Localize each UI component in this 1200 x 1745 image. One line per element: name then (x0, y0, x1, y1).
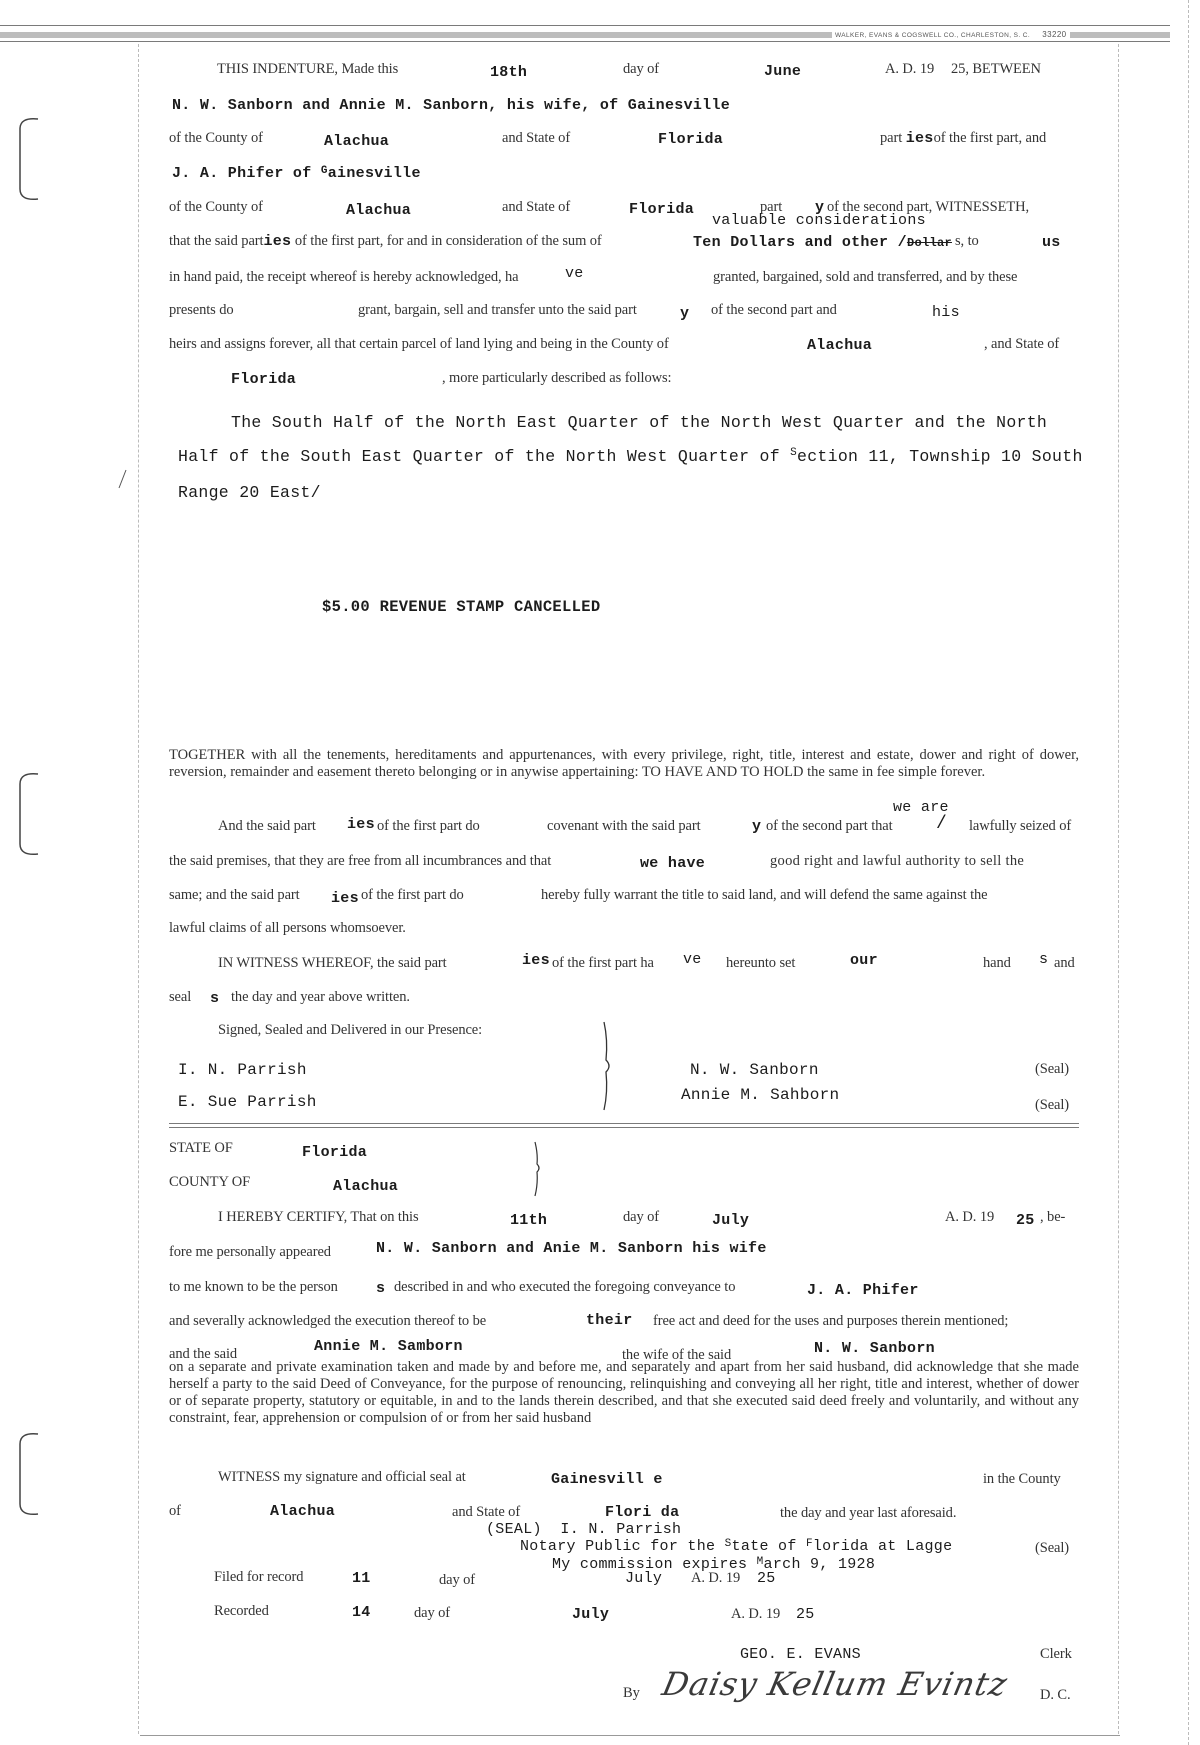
indenture-month: June (764, 63, 802, 80)
grantor-signature-1: N. W. Sanborn (690, 1061, 819, 1079)
notary-title-c: lorida at Lagge (812, 1538, 953, 1555)
last-aforesaid-label: the day and year last aforesaid. (780, 1505, 957, 1521)
ack-be: , be- (1040, 1209, 1066, 1225)
county-of-label-1: of the County of (169, 130, 263, 146)
ack-day: 11th (510, 1212, 548, 1229)
state-of-label-2: and State of (502, 199, 571, 215)
in-county-label: in the County (983, 1471, 1061, 1487)
covenant-line-1d: of the second part that (766, 818, 893, 834)
grantee-state: Florida (629, 201, 695, 218)
sum-value: Ten Dollars and other / (693, 234, 907, 251)
appeared-label: fore me personally appeared (169, 1244, 331, 1260)
grantor-signature-2: Annie M. Sahborn (681, 1086, 840, 1104)
binding-hole-1 (12, 115, 42, 205)
examination-clause: on a separate and private examination taken and made by and before me, and separately and apart from her said husband, did acknowledge that she made herself a party to the said Deed of Conveyance, for the purpose of renouncing, relinquishing and conveying all her right, title and interest, whether of dower or of separate property, statutory or equitable, in and to the lands therein described, and that she executed said deed freely and voluntarily, and without any constraint, fear, apprehension or compulsion of or from her said husband (169, 1359, 1079, 1426)
grantor-state: Florida (658, 131, 724, 148)
recorded-year: 25 (796, 1606, 815, 1623)
legal-line-2-s: S (790, 447, 798, 459)
indenture-day: 18th (490, 64, 528, 81)
filed-month: July (625, 1570, 663, 1587)
county-of-label: COUNTY OF (169, 1174, 251, 1190)
section-divider-2 (169, 1127, 1079, 1128)
recorded-label: Recorded (214, 1603, 269, 1619)
covenant-line-3a: same; and the said part (169, 887, 300, 903)
margin-line-right (1118, 44, 1119, 1734)
heirs-text: heirs and assigns forever, all that certain parcel of land lying and being in the County of (169, 336, 669, 352)
venue-brace (532, 1140, 544, 1198)
wife-name: Annie M. Samborn (314, 1338, 463, 1355)
ack-year: 25 (1016, 1212, 1035, 1229)
legal-line-2-a: Half of the South East Quarter of the North West Quarter of (178, 447, 791, 466)
recorded-month: July (572, 1606, 610, 1623)
part-second-suffix: y (815, 199, 825, 216)
notary-title-s: S (724, 1538, 732, 1550)
seal-label-a: seal (169, 989, 192, 1005)
revenue-stamp-note: $5.00 REVENUE STAMP CANCELLED (322, 598, 601, 616)
witness-hand: hand (983, 955, 1011, 971)
covenant-we-have: we have (640, 855, 706, 872)
seal-label-2: (Seal) (1035, 1097, 1070, 1113)
state-of-label-1: and State of (502, 130, 571, 146)
witness-seal-label: WITNESS my signature and official seal at (218, 1469, 466, 1485)
deputy-clerk-signature: Daisy Kellum Evintz (658, 1665, 1012, 1703)
header-rule-bottom (0, 41, 1170, 42)
and-the-said-label: and the said (169, 1346, 238, 1362)
witness-our: our (850, 952, 878, 969)
said-parties-label (169, 233, 602, 250)
clerk-label: Clerk (1040, 1646, 1072, 1662)
covenant-line-3c: hereby fully warrant the title to said land, and will defend the same against the (541, 887, 988, 903)
covenant-line-1e: lawfully seized of (969, 818, 1072, 834)
commission-b: arch 9, 1928 (763, 1556, 876, 1573)
covenant-line-2b: good right and lawful authority to sell the (770, 853, 1025, 869)
grant-text: grant, bargain, sell and transfer unto the said part (358, 302, 637, 318)
grantee-city-initial: G (320, 165, 328, 177)
grantee-city: ainesville (327, 165, 421, 182)
described-as-label: , more particularly described as follows: (442, 370, 672, 386)
land-county: Alachua (807, 337, 873, 354)
sum-to-label: s, to (955, 233, 979, 249)
ad-label: A. D. 19 (885, 61, 935, 77)
covenant-slash: / (936, 814, 948, 834)
between-label: , BETWEEN (965, 61, 1041, 77)
check-mark (116, 468, 128, 490)
notary-state: Flori da (605, 1504, 680, 1521)
we-are-insert: we are (893, 799, 949, 816)
notary-name: I. N. Parrish (560, 1521, 682, 1538)
grantee-name: J. A. Phifer of (172, 165, 321, 182)
notary-city: Gainesvill e (551, 1471, 663, 1488)
legal-description-line-1: The South Half of the North East Quarter of the North West Quarter and the North (231, 413, 1048, 432)
part-y-suffix: y (680, 305, 690, 322)
legal-description-line-3: Range 20 East/ (178, 483, 321, 502)
covenant-line-1a: And the said part (218, 818, 316, 834)
notary-title-a: Notary Public for the (520, 1538, 725, 1555)
said-part-label: that the said part (169, 233, 264, 249)
second-part-and-label: of the second part and (711, 302, 837, 318)
recorded-ad: A. D. 19 (731, 1606, 781, 1622)
known-label-a: to me known to be the person (169, 1279, 338, 1295)
their-fill: their (586, 1312, 633, 1329)
part-suffix: ies (905, 130, 934, 147)
grantee-county: Alachua (346, 202, 412, 219)
dc-label: D. C. (1040, 1687, 1071, 1703)
printer-imprint (832, 30, 1070, 39)
conveyee: J. A. Phifer (807, 1282, 919, 1299)
known-s: s (376, 1280, 386, 1297)
indenture-year (951, 61, 1041, 78)
grantor-county: Alachua (324, 133, 390, 150)
severally-label: and severally acknowledged the execution thereof to be (169, 1313, 487, 1329)
and-state-of-label: , and State of (984, 336, 1060, 352)
witness-clause-a: IN WITNESS WHEREOF, the said part (218, 955, 447, 971)
and-state-label: and State of (452, 1504, 521, 1520)
recorded-day: 14 (352, 1604, 371, 1621)
covenant-line-4: lawful claims of all persons whomsoever. (169, 920, 406, 936)
said-part-suffix: ies (263, 233, 292, 250)
appeared-names: N. W. Sanborn and Anie M. Sanborn his wife (376, 1240, 767, 1257)
seal-mark: (SEAL) (486, 1521, 542, 1538)
filed-day-of: day of (439, 1572, 476, 1588)
margin-line-left (138, 44, 139, 1734)
notary-county: Alachua (270, 1503, 336, 1520)
commission-a: My commission expires (552, 1556, 757, 1573)
filed-ad: A. D. 19 (691, 1570, 741, 1586)
presents-do-label: presents do (169, 302, 234, 318)
filed-label: Filed for record (214, 1569, 304, 1585)
witness-signature-2: E. Sue Parrish (178, 1093, 317, 1111)
day-of-label: day of (623, 61, 660, 77)
witness-signature-1: I. N. Parrish (178, 1061, 307, 1079)
witness-and: and (1054, 955, 1075, 971)
signature-brace (600, 1020, 616, 1112)
notary-seal-mark (486, 1521, 681, 1538)
covenant-suffix-2: y (752, 818, 762, 835)
notary-seal-label: (Seal) (1035, 1540, 1070, 1556)
printer-name: WALKER, EVANS & COGSWELL CO., CHARLESTON, S. C. (835, 32, 1031, 39)
part-first-label (880, 130, 1046, 147)
paid-to: us (1042, 234, 1061, 251)
filed-year: 25 (757, 1570, 776, 1587)
binding-hole-2 (12, 770, 42, 860)
ack-state: Florida (302, 1144, 368, 1161)
part-label: part (880, 130, 903, 146)
witness-have: ve (683, 951, 702, 968)
witness-clause-b: of the first part ha (552, 955, 654, 971)
witnesseth-label: of the second part, WITNESSETH, (827, 199, 1030, 215)
indenture-intro: THIS INDENTURE, Made this (217, 61, 399, 77)
sum-strikeout: Dollar (906, 236, 952, 250)
ack-ad-label: A. D. 19 (945, 1209, 995, 1225)
granted-text: granted, bargained, sold and transferred, and by these (713, 269, 1018, 285)
covenant-line-1b: of the first part do (377, 818, 480, 834)
by-label: By (623, 1685, 640, 1701)
covenant-line-1c: covenant with the said part (547, 818, 701, 834)
section-divider-1 (169, 1123, 1079, 1124)
ack-month: July (712, 1212, 750, 1229)
covenant-line-2a: the said premises, that they are free from all incumbrances and that (169, 853, 552, 869)
seal-label-1: (Seal) (1035, 1061, 1070, 1077)
year-value: 25 (951, 61, 966, 77)
county-of-label-2: of the County of (169, 199, 263, 215)
clerk-name: GEO. E. EVANS (740, 1646, 861, 1663)
consideration-text: of the first part, for and in consideration of the sum of (294, 233, 602, 249)
have-suffix: ve (565, 265, 584, 282)
valuable-considerations: valuable considerations (712, 212, 926, 229)
commission-m: M (756, 1556, 764, 1568)
notary-title (520, 1538, 952, 1555)
seal-s: s (210, 990, 220, 1007)
ack-county: Alachua (333, 1178, 399, 1195)
page-edge-right (1188, 0, 1189, 1745)
binding-hole-3 (12, 1430, 42, 1520)
presence-label: Signed, Sealed and Delivered in our Presence: (218, 1022, 483, 1038)
wife-of-label: the wife of the said (622, 1347, 732, 1363)
ack-day-of: day of (623, 1209, 660, 1225)
husband-name: N. W. Sanborn (814, 1340, 935, 1357)
covenant-suffix-3: ies (331, 890, 359, 907)
hand-paid-text: in hand paid, the receipt whereof is hereby acknowledged, ha (169, 269, 519, 285)
grantors: N. W. Sanborn and Annie M. Sanborn, his wife, of Gainesville (172, 97, 731, 114)
legal-line-2-b: ection 11, Township 10 South (797, 447, 1083, 466)
grantee (172, 165, 421, 182)
land-state: Florida (231, 371, 297, 388)
first-part-label: of the first part, and (933, 130, 1047, 146)
known-label-b: described in and who executed the foregoing conveyance to (394, 1279, 736, 1295)
legal-description-line-2 (178, 447, 1083, 466)
header-rule-top (0, 25, 1170, 26)
witness-suffix: ies (522, 952, 550, 969)
filed-day: 11 (352, 1570, 371, 1587)
notary-title-f: F (805, 1538, 813, 1550)
state-of-label: STATE OF (169, 1140, 233, 1156)
notary-title-b: tate of (731, 1538, 806, 1555)
consideration-sum (693, 234, 952, 251)
recorded-day-of: day of (414, 1605, 451, 1621)
covenant-line-3b: of the first part do (361, 887, 464, 903)
certify-label: I HEREBY CERTIFY, That on this (218, 1209, 419, 1225)
witness-clause-c: hereunto set (726, 955, 796, 971)
seal-label-b: the day and year above written. (231, 989, 410, 1005)
habendum-clause: TOGETHER with all the tenements, hereditaments and appurtenances, with every privilege, right, title, interest and estate, dower and right of dower, reversion, remainder and easement thereto belonging or in anywise appertaining: TO HAVE AND TO HOLD the same in fee simple forever. (169, 747, 1079, 780)
form-number: 33220 (1042, 30, 1067, 39)
of-label: of (169, 1503, 181, 1519)
part-second-label: part (760, 199, 783, 215)
covenant-suffix-1: ies (347, 816, 375, 833)
witness-s: s (1039, 951, 1049, 968)
page-bottom-rule (140, 1735, 1120, 1736)
free-act-label: free act and deed for the uses and purposes therein mentioned; (653, 1313, 1009, 1329)
grantee-pronoun: his (932, 304, 960, 321)
